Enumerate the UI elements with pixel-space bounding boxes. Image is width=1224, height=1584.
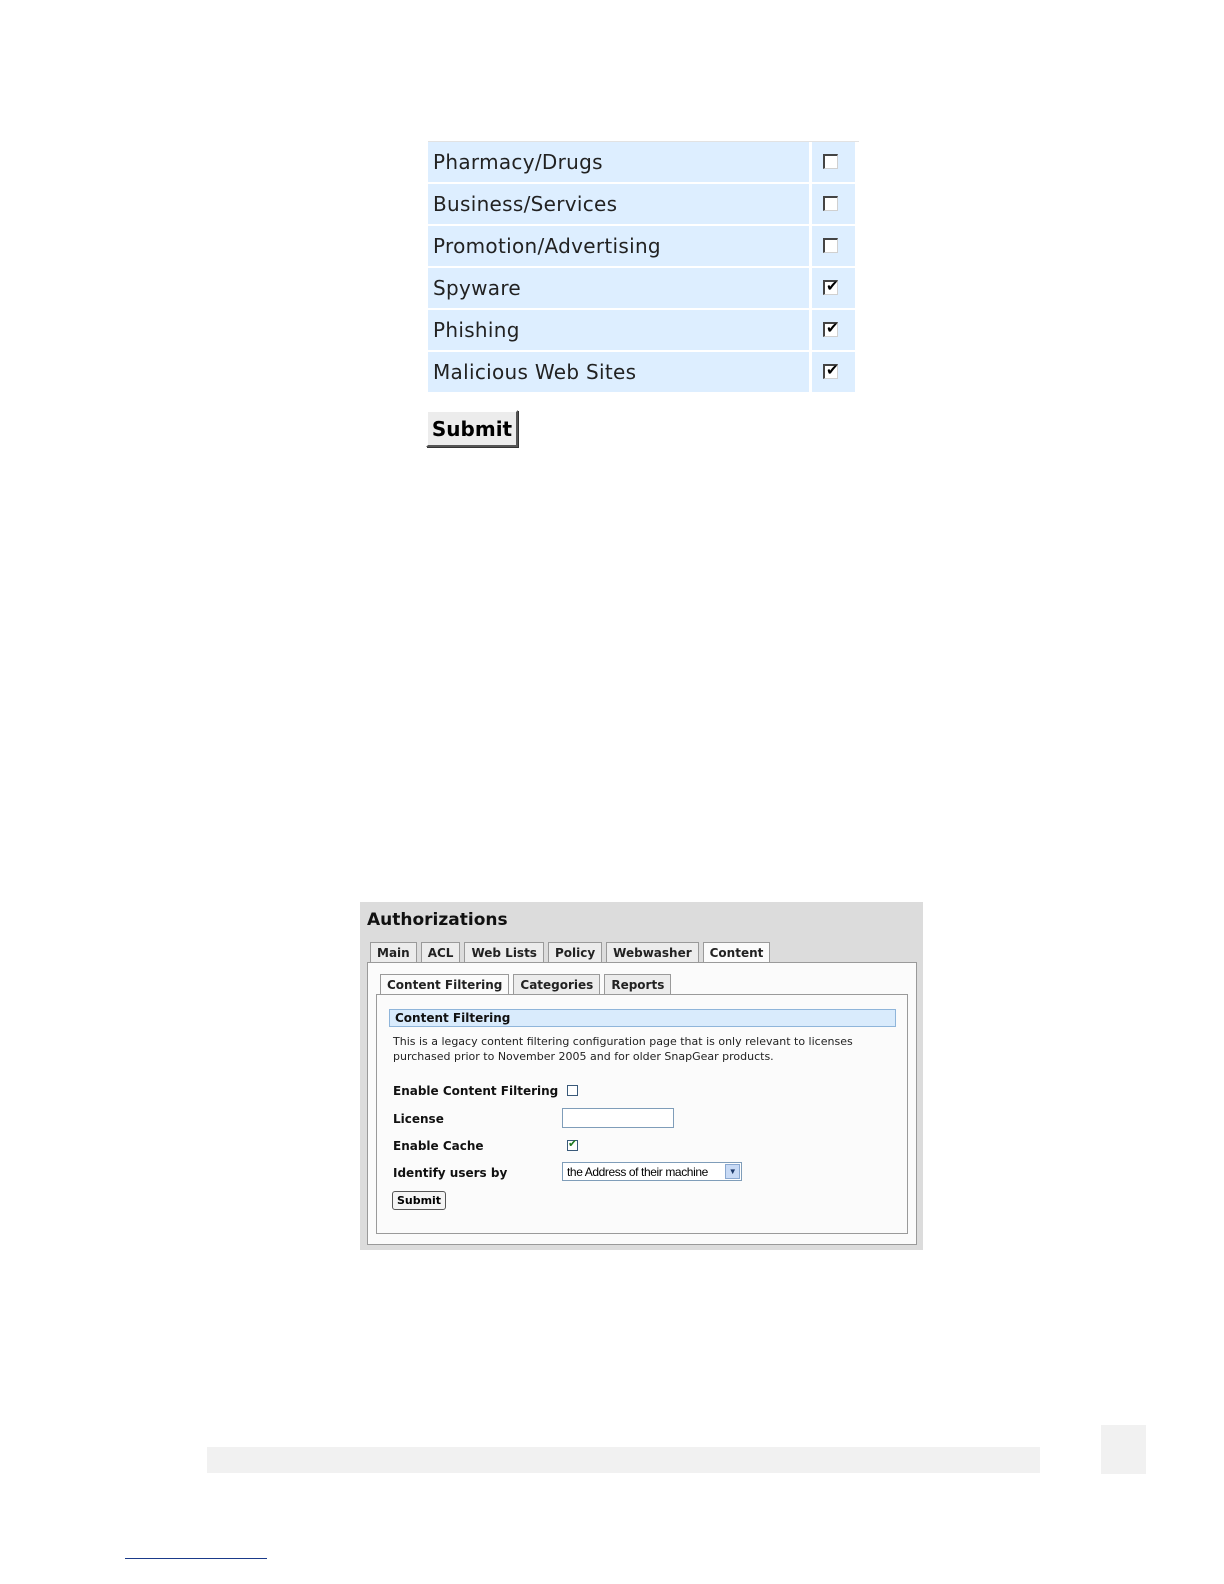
category-checkbox[interactable] [823,361,839,379]
enable-content-filtering-label: Enable Content Filtering [393,1084,559,1098]
sub-tabs [380,974,675,995]
category-table [428,141,859,394]
category-checkbox[interactable] [823,154,838,169]
description-text: This is a legacy content filtering configuration page that is only relevant to licenses purchased prior to November 2005 and for older SnapGear products. [393,1035,853,1063]
content-filtering-submit-button[interactable]: Submit [392,1191,446,1210]
category-checkbox[interactable] [823,277,839,295]
category-row-spyware [428,268,859,308]
checkmark-icon: ✔ [826,277,839,295]
category-label: Business/Services [428,184,809,224]
category-label: Malicious Web Sites [428,352,809,392]
page-number-box [1101,1425,1146,1474]
category-checkbox-cell [812,142,855,182]
category-row-pharmacy [428,142,859,182]
category-label: Phishing [428,310,809,350]
category-checkbox[interactable] [823,196,838,211]
main-tabs [370,942,774,963]
identify-users-selected-value: the Address of their machine [567,1164,708,1179]
identify-users-label: Identify users by [393,1166,508,1180]
category-checkbox-cell [812,352,855,392]
license-label: License [393,1112,444,1126]
enable-cache-label: Enable Cache [393,1139,484,1153]
category-checkbox-cell [812,184,855,224]
category-checkbox-cell [812,268,855,308]
checkmark-icon: ✔ [568,1137,578,1150]
content-tab-panel [367,962,917,1245]
checkmark-icon: ✔ [826,319,839,337]
tab-acl[interactable]: ACL [421,942,461,962]
checkmark-icon: ✔ [826,361,839,379]
content-filtering-panel [376,994,908,1234]
chevron-down-icon[interactable]: ▼ [725,1164,740,1179]
category-checkbox[interactable] [823,319,839,337]
category-label: Pharmacy/Drugs [428,142,809,182]
category-row-malicious [428,352,859,392]
section-heading: Content Filtering [389,1009,896,1027]
subtab-reports[interactable]: Reports [604,974,671,994]
license-input[interactable] [562,1108,674,1128]
tab-web-lists[interactable]: Web Lists [464,942,544,962]
category-checkbox[interactable] [823,238,838,253]
page-title: Authorizations [367,910,508,930]
identify-users-select[interactable] [562,1162,742,1181]
category-checkbox-cell [812,226,855,266]
category-row-phishing [428,310,859,350]
enable-content-filtering-checkbox[interactable] [567,1085,578,1096]
category-row-promotion [428,226,859,266]
category-label: Promotion/Advertising [428,226,809,266]
footnote-divider [125,1558,267,1559]
category-checkbox-cell [812,310,855,350]
enable-cache-checkbox[interactable] [567,1137,578,1151]
tab-main[interactable]: Main [370,942,417,962]
tab-content[interactable]: Content [703,942,771,963]
subtab-content-filtering[interactable]: Content Filtering [380,974,509,995]
footer-bar [207,1447,1040,1473]
subtab-categories[interactable]: Categories [513,974,600,994]
category-label: Spyware [428,268,809,308]
category-row-business [428,184,859,224]
categories-submit-button[interactable]: Submit [426,410,518,447]
tab-policy[interactable]: Policy [548,942,602,962]
authorizations-window [360,902,923,1250]
tab-webwasher[interactable]: Webwasher [606,942,698,962]
